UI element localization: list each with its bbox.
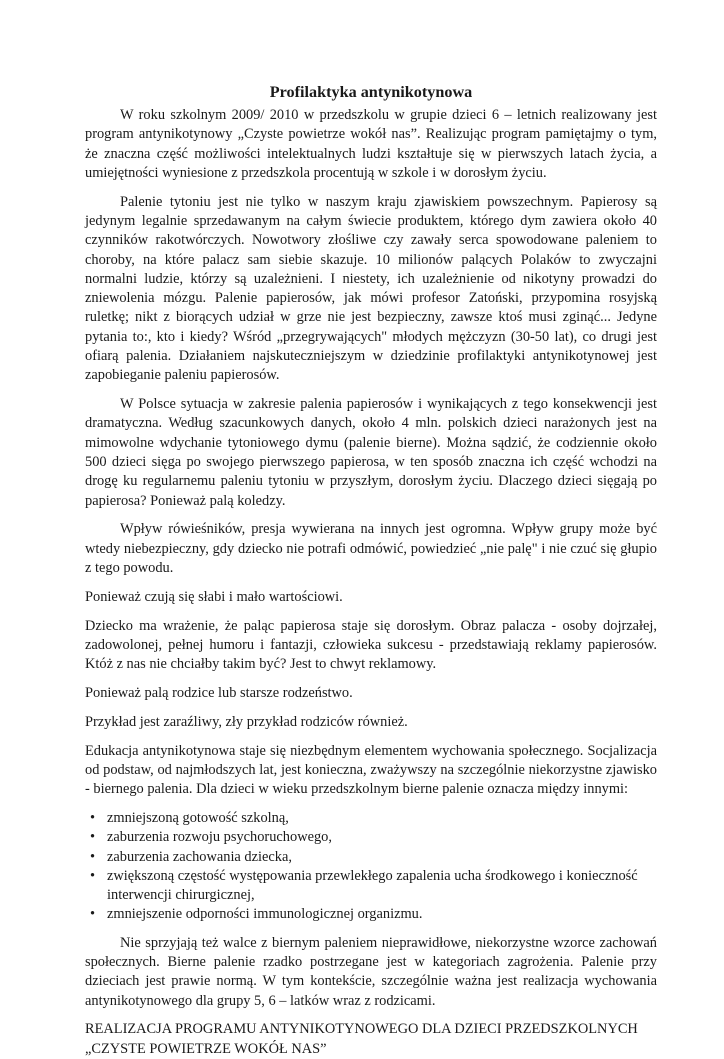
list-item-text: zmniejszenie odporności immunologicznej organizmu. — [107, 906, 423, 923]
paragraph-adult-image: Dziecko ma wrażenie, że paląc papierosa staje się dorosłym. Obraz palacza - osoby dojrzałej, zadowolonej, pełnej humoru i fantazji, człowieka sukcesu - przedstawiają reklamy papierosów. Któż z nas nie chciałby takim być? Jest to chwyt reklamowy. — [85, 617, 657, 673]
bullet-icon: • — [90, 829, 96, 846]
paragraph-poland-situation: W Polsce sytuacja w zakresie palenia papierosów i wynikających z tego konsekwencji jest dramatyczna. Według szacunkowych danych, około 4 mln. polskich dzieci narażonych jest na mimowolne wdychanie tytoniowego dymu (palenie bierne). Można sądzić, że codziennie około 500 dzieci sięga po swojego pierwszego papierosa, w ten sposób znaczna ich część wchodzi na drogę ku regularnemu paleniu tytoniu w przyszłym, dorosłym życiu. Dlaczego dzieci sięgają po papierosa? Ponieważ palą koledzy. — [85, 396, 657, 509]
paragraph-intro: W roku szkolnym 2009/ 2010 w przedszkolu w grupie dzieci 6 – letnich realizowany jest program antynikotynowy „Czyste powietrze wokół nas”. Realizując program pamiętajmy o tym, że znaczna część możliwości intelektualnych ludzi kształtuje się w pierwszych latach życia, a umiejętności wyniesione z przedszkola procentują w szkole i w dorosłym życiu. — [85, 107, 657, 181]
paragraph-parents-smoke: Ponieważ palą rodzice lub starsze rodzeństwo. — [85, 685, 353, 702]
paragraph-example-contagious: Przykład jest zaraźliwy, zły przykład rodziców również. — [85, 713, 408, 730]
bullet-icon: • — [90, 848, 96, 865]
list-item-text: zaburzenia rozwoju psychoruchowego, — [107, 829, 332, 846]
list-item — [85, 905, 657, 924]
list-item — [85, 828, 657, 847]
paragraph-peer-influence: Wpływ rówieśników, presja wywierana na innych jest ogromna. Wpływ grupy może być wtedy niebezpieczny, gdy dziecko nie potrafi odmówić, powiedzieć „nie palę" i nie czuć się głupio z tego powodu. — [85, 521, 657, 577]
page-title: Profilaktyka antynikotynowa — [269, 83, 473, 101]
paragraph-smoking-common: Palenie tytoniu jest nie tylko w naszym kraju zjawiskiem powszechnym. Papierosy są jedynym legalnie sprzedawanym na całym świecie produktem, którego dym zawiera około 40 czynników rakotwórczych. Nowotwory złośliwe czy zawały serca spowodowane paleniem to choroby, na które palacz sam siebie skazuje. 10 milionów palących Polaków to zwyczajni normalni ludzie, którzy są uzależnieni. I niestety, ich uzależnienie od nikotyny prowadzi do zniewolenia mózgu. Palenie papierosów, jak mówi profesor Zatoński, przypomina rosyjską ruletkę; nikt z biorących udział w grze nie jest bezpieczny, zawsze ktoś musi zginąć... Jedyne pytania to:, kto i kiedy? Wśród „przegrywających" młodych mężczyzn (30-50 lat), co drugi jest ofiarą palenia. Działaniem najskuteczniejszym w dziedzinie profilaktyki antynikotynowej jest zapobieganie paleniu papierosów. — [85, 193, 657, 384]
effects-list — [85, 809, 657, 925]
bullet-icon: • — [90, 810, 96, 826]
list-item — [85, 867, 657, 906]
paragraph-social-patterns: Nie sprzyjają też walce z biernym paleniem nieprawidłowe, niekorzystne wzorce zachowań społecznych. Bierne palenie rzadko postrzegane jest w kategoriach zagrożenia. Palenie przy dzieciach jest prawie normą. W tym kontekście, szczególnie ważna jest realizacja wychowania antynikotynowego dla grupy 5, 6 – latków wraz z rodzicami. — [85, 934, 657, 1009]
paragraph-education: Edukacja antynikotynowa staje się niezbędnym elementem wychowania społecznego. Socjalizacja od podstaw, od najmłodszych lat, jest konieczna, zważywszy na szczególnie niekorzystne zjawisko - biernego palenia. Dla dzieci w wieku przedszkolnym bierne palenie oznacza między innymi: — [85, 742, 657, 798]
bullet-icon: • — [90, 906, 96, 923]
list-item-text: zmniejszoną gotowość szkolną, — [107, 810, 289, 826]
list-item — [85, 809, 657, 828]
paragraph-feel-weak: Ponieważ czują się słabi i mało wartościowi. — [85, 588, 343, 605]
closing-heading: REALIZACJA PROGRAMU ANTYNIKOTYNOWEGO DLA DZIECI PRZEDSZKOLNYCH „CZYSTE POWIETRZE WOKÓŁ NAS” — [85, 1021, 638, 1057]
bullet-icon: • — [90, 867, 96, 884]
list-item-text: zaburzenia zachowania dziecka, — [107, 848, 292, 865]
list-item-text: zwiększoną częstość występowania przewlekłego zapalenia ucha środkowego i konieczność interwencji chirurgicznej, — [107, 867, 638, 904]
list-item — [85, 848, 657, 867]
document-page — [85, 82, 657, 1059]
